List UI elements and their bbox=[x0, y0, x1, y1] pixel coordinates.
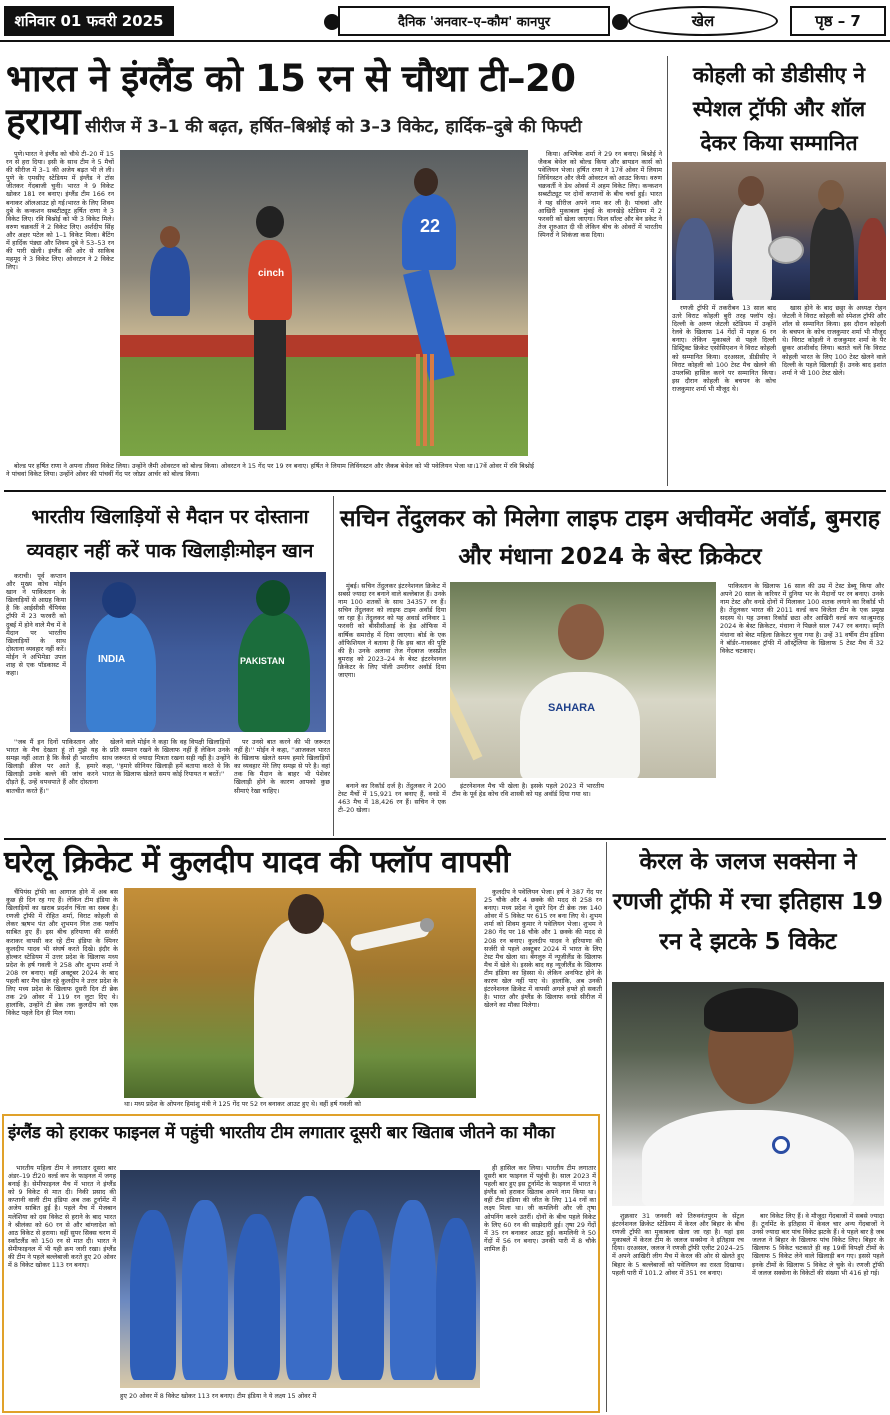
page-number: पृष्ठ – 7 bbox=[790, 6, 886, 36]
person-figure bbox=[676, 218, 714, 300]
player-figure bbox=[234, 1214, 280, 1380]
story2-headline: कोहली को डीडीसीए ने स्पेशल ट्रॉफी और शॉल देकर किया सम्मानित bbox=[692, 63, 866, 155]
player-hair bbox=[704, 988, 798, 1032]
ball-icon bbox=[420, 918, 434, 932]
story6-photo bbox=[612, 982, 884, 1206]
story1-photo bbox=[120, 150, 528, 456]
pakistan-jersey-text: PAKISTAN bbox=[240, 656, 285, 666]
fielder-head bbox=[160, 226, 180, 248]
story1-column-1: पुणे।भारत ने इंग्लैंड को चौथे टी–20 में 15 रन से हरा दिया। इसी के साथ टीम ने 5 मैचों की सीरीज में 3–1 की अजेय बढ़त भी ले ली। पुणे के एमसीए स्टेडियम में इंग्लैंड ने टॉस जीतकर गेंदबाजी चुनी। भारत ने 9 विकेट खोकर 181 रन बनाए। इंग्लैंड टीम 166 रन बनाकर ऑलआउट हो गई।भारत के लिए शिवम दुबे के कन्कशन सब्स्टीट्यूट हर्षित राणा ने 3 विकेट लिए। रवि बिश्नोई को भी 3 विकेट मिले। वरुण चक्रवर्ती ने 2 विकेट लिए। अर्शदीप सिंह और अक्षर पटेल को 1–1 विकेट मिला। बैटिंग में हार्दिक पंड्या और शिवम दुबे ने 53–53 रन की पारी खेली। इंग्लैंड की ओर से साकिब महमूद ने 3 विकेट लिए। ओवरटन ने 2 विकेट लिए। bbox=[6, 150, 114, 272]
india-jersey-text: INDIA bbox=[98, 654, 126, 665]
story5-photo bbox=[124, 888, 476, 1098]
story3-headline: भारतीय खिलाड़ियों से मैदान पर दोस्ताना व्यवहार नहीं करें पाक खिलाड़ीःमोइन खान bbox=[26, 506, 314, 562]
story1-column-3: किया। अभिषेक शर्मा ने 29 रन बनाए। बिश्नोई ने जैकब बेथेल को बोल्ड किया और ब्रायडन कार्स को पवेलियन भेजा। हर्षित राणा ने 17वें ओवर में लियाम लिविंगस्टन और जैमी ओवरटन को आउट किया। वरुण चक्रवर्ती ने डेथ ओवर्स में अहम विकेट लिए। कन्कशन सब्स्टीट्यूट पर दोनों कप्तानों के बीच चर्चा हुई। भारत ने यह सीरीज अपने नाम कर ली है। पांचवां और आखिरी मुकाबला मुंबई के वानखेड़े स्टेडियम में 2 फरवरी को खेला जाएगा। फिल सॉल्ट और बेन डकेट ने तेज शुरुआत दी थी लेकिन बीच के ओवरों में भारतीय स्पिनरों ने शिकंजा कस दिया। bbox=[538, 150, 662, 239]
stump bbox=[416, 354, 420, 446]
issue-date: शनिवार 01 फवरी 2025 bbox=[4, 6, 174, 36]
story6-column-1: शुक्रवार 31 जनवरी को तिरुवनंतपुरम के सेंट्रल इंटरनेशनल क्रिकेट स्टेडियम में केरल और बिहार के बीच रणजी ट्रॉफी का मुकाबला खेला जा रहा है। यहां इस मुकाबले में केरल टीम के जलज सक्सेना ने इतिहास रच दिया। दरअसल, जलज ने रणजी ट्रॉफी एलीट 2024–25 में अपने आखिरी लीग मैच में केरल की ओर से खेलते हुए बिहार के 5 बल्लेबाजों को पवेलियन का रास्ता दिखाया। पहली पारी में 101.2 ओवर में 351 रन बनाए। bbox=[612, 1212, 744, 1277]
masthead bbox=[0, 0, 890, 44]
bowler-legs bbox=[403, 268, 455, 381]
player-figure bbox=[182, 1200, 228, 1380]
bowler-figure bbox=[254, 918, 354, 1098]
bowler-head bbox=[288, 894, 324, 934]
bat-icon bbox=[450, 684, 482, 761]
story2-column-1: रणजी ट्रॉफी में तकरीबन 13 साल बाद उतरे विराट कोहली बुरी तरह फ्लॉप रहे। दिल्ली के अरुण जेटली स्टेडियम में उन्होंने रेलवे के खिलाफ 14 गेंदों में महज 6 रन बनाए। लेकिन मुकाबले से पहले दिल्ली डिस्ट्रिक्ट क्रिकेट एसोसिएशन ने विराट कोहली को सम्मानित किया। दरअसल, डीडीसीए ने विराट कोहली को 100 टेस्ट मैच खेलने की उपलब्धि हासिल करने पर सम्मानित किया। इस दौरान कोहली के बचपन के कोच राजकुमार शर्मा भी मौजूद थे। bbox=[672, 304, 776, 393]
player-figure bbox=[436, 1218, 476, 1380]
masthead-rule bbox=[0, 40, 890, 42]
story7-column-1: भारतीय महिला टीम ने लगातार दूसरा बार अंडर–19 टी20 वर्ल्ड कप के फाइनल में जगह बनाई है। सेमीफाइनल मैच में भारत ने इंग्लैंड को 9 विकेट से मात दी। निकी प्रसाद की कप्तानी वाली टीम इंडिया अब तक टूर्नामेंट में अजेय साबित हुई है। पहले मैच में मेजबान मलेशिया को दस विकेट से हराने के बाद भारत ने श्रीलंका को 60 रन से और बांग्लादेश को आठ विकेट से हराया। वहीं सुपर सिक्स चरण में स्कॉटलैंड को 150 रन से मात दी। भारत ने सेमीफाइनल में भी यही क्रम जारी रखा। इंग्लैंड की टीम ने पहले बल्लेबाजी करते हुए 20 ओवर में 8 विकेट खोकर 113 रन बनाए। bbox=[8, 1164, 116, 1270]
story3-column-3: खेलने वाले मोईन ने कहा कि वह विपक्षी खिलाड़ियों के प्रति सम्मान रखने के खिलाफ नहीं हैं लेकिन उनके साथ जरूरत से ज्यादा मित्रता रखना सही नहीं है। उन्होंने कहा, ''हमारे सीनियर खिलाड़ी हमें बताया करते थे कि भारत के खिलाफ खेलते समय कोई रियायत न बरतें।'' bbox=[102, 738, 230, 779]
section-name: खेल bbox=[628, 6, 778, 36]
story4-column-2-bottom: इंटरनेशनल मैच भी खेला है। इसके पहले 2023 में भारतीय टीम के पूर्व हेड कोच रवि शास्त्री को यह अवॉर्ड दिया गया था। bbox=[452, 782, 604, 799]
story5-column-1: चैंपियंस ट्रॉफी का आगाज होने में अब बस कुछ ही दिन रह गए हैं। लेकिन टीम इंडिया के खिलाड़ियों का खराब प्रदर्शन चिंता का सबब है। रणजी ट्रॉफी में रोहित शर्मा, विराट कोहली से लेकर ऋषभ पंत और शुभमन गिल तक फ्लॉप साबित हुए हैं। इस बीच हरियाणा की सर्जरी कराकर वापसी कर रहे टीम इंडिया के स्पिनर कुलदीप यादव भी संघर्ष करते दिखे। इंदौर के होल्कर स्टेडियम में उत्तर प्रदेश के खिलाफ मध्य प्रदेश के हर्ष गवली ने 258 और शुभम शर्मा ने 208 रन बनाए। वहीं अक्टूबर 2024 के बाद पहली बार मैच खेल रहे कुलदीप ने उत्तर प्रदेश के लिए मध्य प्रदेश के खिलाफ दूसरी दिन टी ब्रेक तक 29 ओवर में 119 रन लुटा दिए थे। हालांकि, उन्होंने टी ब्रेक तक कुलदीप को एक विकेट पहले दिन ही मिल गया। bbox=[6, 888, 118, 1018]
story3-photo bbox=[70, 572, 326, 732]
story7-headline: इंग्लैंड को हराकर फाइनल में पहुंची भारतीय टीम लगातार दूसरी बार खिताब जीतने का मौका bbox=[8, 1123, 555, 1143]
fielder-figure bbox=[150, 246, 190, 316]
batsman-figure bbox=[248, 240, 292, 320]
pakistan-player-figure bbox=[238, 612, 310, 732]
player-figure bbox=[338, 1210, 384, 1380]
person-figure bbox=[732, 202, 772, 300]
badge-icon bbox=[772, 1136, 790, 1154]
person-head bbox=[818, 180, 844, 210]
column-divider bbox=[333, 496, 334, 836]
story7-photo bbox=[120, 1170, 480, 1388]
player-figure bbox=[286, 1196, 332, 1380]
story1-headline: भारत ने इंग्लैंड को 15 रन से चौथा टी–20 हराया bbox=[6, 57, 576, 143]
story4-headline: सचिन तेंदुलकर को मिलेगा लाइफ टाइम अचीवमेंट अवॉर्ड, बुमराह और मंधाना 2024 के बेस्ट क्रिकेटर bbox=[339, 506, 881, 570]
story4-column-1-bottom: बनाने का रिकॉर्ड दर्ज है। तेंदुलकर ने 200 टेस्ट मैचों में 15,921 रन बनाए हैं, वनडे में 463 मैच में 18,426 रन हैं। सचिन ने एक टी–20 खेला। bbox=[338, 782, 446, 815]
cap-icon bbox=[256, 580, 290, 616]
section-rule bbox=[4, 838, 886, 840]
story3-column-4: पर उनसे बात करने की भी जरूरत नहीं है।'' मोईन ने कहा, ''आजकल भारत के खिलाफ खेलते समय हमारे खिलाड़ियों का व्यवहार मेरे लिए समझ से परे है। वहां तक कि मैदान के बाहर भी पेशेवर खिलाड़ी होने के कारण आपको कुछ सीमाएं रेखा चाहिए। bbox=[234, 738, 330, 795]
person-figure bbox=[858, 218, 886, 300]
jersey-sponsor: cinch bbox=[258, 268, 285, 279]
story7-column-3: ही हासिल कर लिया। भारतीय टीम लगातार दूसरी बार फाइनल में पहुंची है। साल 2023 में पहली बार हुए इस टूर्नामेंट के फाइनल में भारत ने इंग्लैंड को हराकर खिताब अपने नाम किया था। वहीं टीम इंडिया की जीत के लिए 114 रनों का लक्ष्य मिला था। जी कमलिनी और जी तृषा ओपनिंग करने उतरीं। दोनों के बीच पहले विकेट के लिए 60 रन की साझेदारी हुई। तृषा 29 गेंदों में 35 रन बनाकर आउट हुईं। कमलिनी ने 50 गेंदों में 56 रन बनाए। उनकी पारी में 8 चौके शामिल हैं। bbox=[484, 1164, 596, 1253]
bowler-head bbox=[414, 168, 438, 196]
player-figure bbox=[130, 1210, 176, 1380]
jersey-sponsor: SAHARA bbox=[548, 702, 596, 714]
story5-headline: घरेलू क्रिकेट में कुलदीप यादव की फ्लॉप वापसी bbox=[4, 845, 510, 880]
story2-column-2: खास होने के बाद छठ्ठा के अध्यक्ष रोहन जेटली ने विराट कोहली को स्पेशल ट्रॉफी और शॉल से सम्मानित किया। इस दौरान कोहली के बचपन के कोच राजकुमार शर्मा भी मौजूद थे। विराट कोहली ने राजकुमार शर्मा के पैर छूकर आशीर्वाद लिया। बताते चलें कि विराट कोहली भारत के लिए 100 टेस्ट खेलने वाले दिल्ली के पहले खिलाड़ी हैं। उनके बाद इशांत शर्मा ने भी 100 टेस्ट खेले। bbox=[782, 304, 886, 377]
story1-bottom-text: बोल्ड पर हर्षित राणा ने अपना तीसरा विकेट लिया। उन्होंने जैमी ओवरटन को बोल्ड किया। ओवरटन ने 15 गेंद पर 19 रन बनाए। हर्षित ने लियाम लिविंगस्टन और जैकब बेथेल को भी पवेलियन भेजा था।17वें ओवर में रवि बिश्नोई ने पांचवां विकेट लिया। उन्होंने ओवर की पांचवीं गेंद पर जोफ्रा आर्चर को बोल्ड किया। bbox=[6, 462, 534, 479]
story2-photo bbox=[672, 162, 886, 300]
story7-caption: हुए 20 ओवर में 8 विकेट खोकर 113 रन बनाए। टीम इंडिया ने ये लक्ष्य 15 ओवर में bbox=[120, 1392, 317, 1400]
story4-column-3: पाकिस्तान के खिलाफ 16 साल की उम्र में टेस्ट डेब्यू किया और अपने 20 साल के करियर में दुनिया भर के मैदानों पर रन बनाए। उनके नाम टेस्ट और वनडे दोनों में मिलाकर 100 शतक लगाने का रिकॉर्ड भी है। तेंदुलकर भारत की 2011 वर्ल्ड कप विजेता टीम के एक प्रमुख सदस्य थे। यह उनका रिकॉर्ड छठा और आखिरी वर्ल्ड कप था।बुमराह 2024 के बेस्ट क्रिकेटर, मंधाना ने पिछले साल 747 रन बनाए। स्मृति मंधाना को बेस्ट महिला क्रिकेटर चुना गया है। उन्हें 31 वर्षीय टीम इंडिया ने बॉर्डर–गावस्कर ट्रॉफी में ऑस्ट्रेलिया के खिलाफ 5 टेस्ट मैच में 32 विकेट चटकाए। bbox=[720, 582, 884, 655]
story1-subheadline: सीरीज में 3–1 की बढ़त, हर्षित–बिश्नोई को 3–3 विकेट, हार्दिक–दुबे की फिफ्टी bbox=[85, 117, 582, 137]
player-jersey bbox=[642, 1110, 854, 1206]
bowler-arm bbox=[349, 920, 431, 952]
story4-column-1: मुंबई। सचिन तेंदुलकर इंटरनेशनल क्रिकेट में सबसे ज्यादा रन बनाने वाले बल्लेबाज हैं। उनके नाम 100 शतकों के साथ 34357 रन हैं। सचिन तेंदुलकर को लाइफ टाइम अवॉर्ड दिया जा रहा है। तेंदुलकर को यह अवार्ड शनिवार 1 फरवरी को बीसीसीआई के हेड ऑफिस में वार्षिक समारोह में दिया जाएगा। बोर्ड के एक ऑफिशियल ने बताया है कि इस बात की पुष्टि की है। उनके अलावा तेज गेंदबाज जसप्रीत बुमराह को 2023–24 के बेस्ट इंटरनेशनल क्रिकेटर के लिए पॉली उमरीगर अवॉर्ड दिया जाएगा। bbox=[338, 582, 446, 680]
player-figure bbox=[390, 1200, 436, 1380]
newspaper-name: दैनिक 'अनवार–ए–कौम' कानपुर bbox=[338, 6, 610, 36]
batsman-legs bbox=[254, 320, 286, 430]
jersey-number: 22 bbox=[420, 216, 441, 236]
helmet-icon bbox=[256, 206, 284, 238]
stump bbox=[430, 354, 434, 446]
trophy-icon bbox=[768, 236, 804, 264]
india-player-figure bbox=[86, 612, 156, 732]
cap-icon bbox=[102, 582, 136, 618]
story4-photo bbox=[450, 582, 716, 778]
story3-column-1: कराची। पूर्व कप्तान और मुख्य कोच मोईन खान ने पाकिस्तान के खिलाड़ियों से आग्रह किया है कि आईसीसी चैंपियंस ट्रॉफी में 23 फरवरी को दुबई में होने वाले मैच में वे मैदान पर भारतीय खिलाड़ियों के साथ दोस्ताना व्यवहार नहीं करें। मोईन ने अभिमेडा उपल शाह से एक पॉडकास्ट में कहा। bbox=[6, 572, 66, 678]
stump bbox=[423, 354, 427, 446]
story6-column-2: बार विकेट लिए हैं। वे मौजूदा गेंदबाजों में सबसे ज्यादा हैं। टूर्नामेंट के इतिहास में केवल चार अन्य गेंदबाजों ने उनसे ज्यादा बार पांच विकेट झटके हैं। वे पहले बार है जब जलज ने बिहार के खिलाफ पांच विकेट लिए। बिहार के खिलाफ 5 विकेट चटकाते ही वह 19वीं विपक्षी टीमों के खिलाफ 5 विकेट लेने वाले खिलाड़ी बन गए। इससे पहले इनके टीमों के खिलाफ 5 विकेट ले चुके थे। रणजी ट्रॉफी में जलज सक्सेना के विकेटों की संख्या भी 416 हो गई। bbox=[752, 1212, 884, 1277]
column-divider bbox=[667, 56, 668, 486]
story5-column-3: कुलदीप ने पवेलियन भेजा। हर्ष ने 387 गेंद पर 25 चौके और 4 छक्के की मदद से 258 रन बनाए। मध्य प्रदेश ने दूसरे दिन टी ब्रेक तक 140 ओवर में 5 विकेट पर 615 रन बना लिए थे। शुभम शर्मा को शिवम कुमार ने पवेलियन भेजा। शुभम ने 280 गेंद पर 18 चौके और 1 छक्के की मदद से 208 रन बनाए। कुलदीप यादव ने हरियाणा की सर्जरी से पहले अक्टूबर 2024 में भारत के लिए टेस्ट मैच खेला था। बेंगलुरु में न्यूजीलैंड के खिलाफ मैच में खेले थे। इसके बाद वह न्यूजीलैंड के खिलाफ टीम इंडिया का हिस्सा थे। लेकिन अनफिट होने के कारण खेल नहीं पाए थे। हालांकि, अब उनकी इंटरनेशनल क्रिकेट में वापसी अगले हफ्ते हो सकती है। भारत और इंग्लैंड के खिलाफ वनडे सीरीज में खेलने का मौका मिलेगा। bbox=[484, 888, 602, 1010]
story3-column-2: ''जब मैं इन दिनों पाकिस्तान और भारत के मैच देखता हूं तो मुझे यह समझ नहीं आता है कि कैसे ही भारतीय खिलाड़ी क्रीज पर आते हैं, हमारे खिलाड़ी उनके बल्ले की जांच करने दौड़ते हैं, उन्हें थपथपाते हैं और दोस्ताना बातचीत करते हैं।'' bbox=[6, 738, 98, 795]
story6-headline: केरल के जलज सक्सेना ने रणजी ट्रॉफी में रचा इतिहास 19 रन दे झटके 5 विकेट bbox=[612, 849, 884, 955]
section-rule bbox=[4, 490, 886, 492]
batsman-figure bbox=[520, 672, 640, 778]
batsman-head bbox=[558, 604, 604, 660]
person-figure bbox=[810, 206, 854, 300]
story5-caption: था। मध्य प्रदेश के ओपनर हिमांशु मंत्री ने 125 गेंद पर 52 रन बनाकर आउट हुए थे। वहीं हर्ष गवली को bbox=[124, 1100, 361, 1108]
column-divider bbox=[606, 842, 607, 1412]
bullet-icon bbox=[612, 14, 628, 30]
person-head bbox=[738, 176, 764, 206]
